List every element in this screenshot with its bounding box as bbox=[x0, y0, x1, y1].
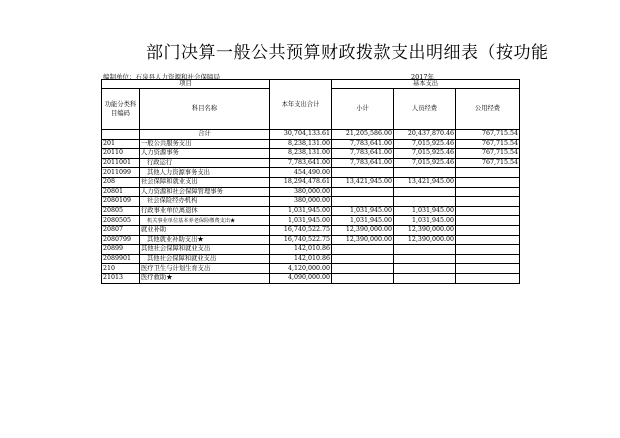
cell-total: 18,294,478.61 bbox=[270, 177, 332, 187]
cell-public bbox=[456, 264, 520, 274]
cell-subtotal: 1,031,945.00 bbox=[332, 206, 394, 216]
cell-name: 医疗救助★ bbox=[140, 273, 270, 283]
cell-total: 1,031,945.00 bbox=[270, 216, 332, 226]
cell-subtotal bbox=[332, 168, 394, 178]
cell-name: 就业补助 bbox=[140, 225, 270, 235]
header-code: 功能分类科目编码 bbox=[102, 89, 140, 130]
header-subtotal: 小计 bbox=[332, 89, 394, 130]
expenditure-table bbox=[101, 79, 520, 284]
cell-total: 142,010.86 bbox=[270, 245, 332, 255]
table-row bbox=[102, 168, 520, 178]
table-row bbox=[102, 216, 520, 226]
table-row bbox=[102, 245, 520, 255]
cell-name: 一般公共服务支出 bbox=[140, 139, 270, 149]
year-label: 2017年 bbox=[411, 73, 435, 81]
cell-code: 20899 bbox=[102, 245, 140, 255]
cell-code: 20110 bbox=[102, 149, 140, 159]
table-row bbox=[102, 225, 520, 235]
table-row bbox=[102, 273, 520, 283]
cell-total: 7,783,641.00 bbox=[270, 158, 332, 168]
cell-subtotal: 21,205,586.00 bbox=[332, 130, 394, 140]
table-row bbox=[102, 206, 520, 216]
cell-name: 合计 bbox=[140, 130, 270, 140]
table-row bbox=[102, 187, 520, 197]
cell-total: 4,090,000.00 bbox=[270, 273, 332, 283]
cell-public: 767,715.54 bbox=[456, 139, 520, 149]
cell-subtotal: 7,783,641.00 bbox=[332, 158, 394, 168]
cell-personnel: 12,390,000.00 bbox=[394, 235, 456, 245]
cell-total: 8,238,131.00 bbox=[270, 149, 332, 159]
cell-code bbox=[102, 130, 140, 140]
cell-code: 2080505 bbox=[102, 216, 140, 226]
cell-public bbox=[456, 235, 520, 245]
cell-name: 其他社会保障和就业支出 bbox=[140, 254, 270, 264]
cell-subtotal bbox=[332, 254, 394, 264]
header-public: 公用经费 bbox=[456, 89, 520, 130]
cell-code: 210 bbox=[102, 264, 140, 274]
cell-name: 行政事业单位离退休 bbox=[140, 206, 270, 216]
cell-total: 380,000.00 bbox=[270, 187, 332, 197]
cell-public bbox=[456, 197, 520, 207]
cell-name: 其他社会保障和就业支出 bbox=[140, 245, 270, 255]
cell-subtotal bbox=[332, 197, 394, 207]
cell-total: 380,000.00 bbox=[270, 197, 332, 207]
table-row bbox=[102, 158, 520, 168]
cell-name: 社会保障和就业支出 bbox=[140, 177, 270, 187]
cell-name: 社会保险经办机构 bbox=[140, 197, 270, 207]
cell-public bbox=[456, 206, 520, 216]
cell-personnel bbox=[394, 254, 456, 264]
cell-personnel: 7,015,925.46 bbox=[394, 149, 456, 159]
table-row bbox=[102, 254, 520, 264]
cell-personnel bbox=[394, 187, 456, 197]
table-row bbox=[102, 149, 520, 159]
cell-name: 医疗卫生与计划生育支出 bbox=[140, 264, 270, 274]
cell-personnel: 7,015,925.46 bbox=[394, 158, 456, 168]
cell-code: 208 bbox=[102, 177, 140, 187]
cell-subtotal bbox=[332, 264, 394, 274]
cell-total: 454,490.00 bbox=[270, 168, 332, 178]
header-personnel: 人员经费 bbox=[394, 89, 456, 130]
cell-code: 2080799 bbox=[102, 235, 140, 245]
cell-name: 人力资源和社会保障管理事务 bbox=[140, 187, 270, 197]
cell-public bbox=[456, 216, 520, 226]
table-row bbox=[102, 139, 520, 149]
cell-code: 2011099 bbox=[102, 168, 140, 178]
table-row bbox=[102, 197, 520, 207]
cell-subtotal bbox=[332, 245, 394, 255]
cell-personnel bbox=[394, 168, 456, 178]
cell-personnel: 13,421,945.00 bbox=[394, 177, 456, 187]
cell-subtotal: 13,421,945.00 bbox=[332, 177, 394, 187]
cell-total: 1,031,945.00 bbox=[270, 206, 332, 216]
cell-public bbox=[456, 177, 520, 187]
cell-name: 其他就业补助支出★ bbox=[140, 235, 270, 245]
cell-subtotal: 7,783,641.00 bbox=[332, 149, 394, 159]
cell-public bbox=[456, 254, 520, 264]
cell-personnel bbox=[394, 264, 456, 274]
cell-public: 767,715.54 bbox=[456, 130, 520, 140]
cell-code: 21013 bbox=[102, 273, 140, 283]
cell-public bbox=[456, 168, 520, 178]
header-total: 本年支出合计 bbox=[270, 80, 332, 130]
header-name: 科目名称 bbox=[140, 89, 270, 130]
table-row bbox=[102, 130, 520, 140]
table-row bbox=[102, 264, 520, 274]
cell-code: 2089901 bbox=[102, 254, 140, 264]
page-title: 部门决算一般公共预算财政拨款支出明细表（按功能 bbox=[146, 43, 549, 63]
cell-personnel: 12,390,000.00 bbox=[394, 225, 456, 235]
cell-public: 767,715.54 bbox=[456, 149, 520, 159]
cell-personnel: 7,015,925.46 bbox=[394, 139, 456, 149]
cell-code: 2011001 bbox=[102, 158, 140, 168]
cell-personnel: 20,437,870.46 bbox=[394, 130, 456, 140]
cell-total: 30,704,133.61 bbox=[270, 130, 332, 140]
cell-subtotal bbox=[332, 273, 394, 283]
cell-total: 16,740,522.75 bbox=[270, 225, 332, 235]
table-row bbox=[102, 235, 520, 245]
cell-code: 201 bbox=[102, 139, 140, 149]
cell-name: 其他人力资源事务支出 bbox=[140, 168, 270, 178]
header-row-1 bbox=[102, 80, 520, 89]
cell-public bbox=[456, 245, 520, 255]
cell-personnel bbox=[394, 245, 456, 255]
header-project: 项目 bbox=[102, 80, 270, 89]
unit-label: 编制单位：石泉县人力资源和社会保障局 bbox=[103, 73, 220, 81]
cell-public bbox=[456, 273, 520, 283]
table-row bbox=[102, 177, 520, 187]
cell-total: 142,010.86 bbox=[270, 254, 332, 264]
cell-personnel bbox=[394, 273, 456, 283]
cell-total: 4,120,000.00 bbox=[270, 264, 332, 274]
cell-subtotal: 12,390,000.00 bbox=[332, 235, 394, 245]
cell-total: 8,238,131.00 bbox=[270, 139, 332, 149]
cell-personnel: 1,031,945.00 bbox=[394, 216, 456, 226]
cell-personnel bbox=[394, 197, 456, 207]
cell-name: 机关事业单位基本养老保险缴费支出★ bbox=[140, 216, 270, 226]
cell-public bbox=[456, 225, 520, 235]
cell-name: 行政运行 bbox=[140, 158, 270, 168]
cell-code: 20801 bbox=[102, 187, 140, 197]
cell-subtotal bbox=[332, 187, 394, 197]
cell-public bbox=[456, 187, 520, 197]
cell-subtotal: 1,031,945.00 bbox=[332, 216, 394, 226]
cell-public: 767,715.54 bbox=[456, 158, 520, 168]
cell-subtotal: 12,390,000.00 bbox=[332, 225, 394, 235]
cell-code: 20807 bbox=[102, 225, 140, 235]
header-basic: 基本支出 bbox=[332, 80, 520, 89]
cell-personnel: 1,031,945.00 bbox=[394, 206, 456, 216]
cell-code: 20805 bbox=[102, 206, 140, 216]
cell-code: 2080109 bbox=[102, 197, 140, 207]
cell-total: 16,740,522.75 bbox=[270, 235, 332, 245]
cell-subtotal: 7,783,641.00 bbox=[332, 139, 394, 149]
cell-name: 人力资源事务 bbox=[140, 149, 270, 159]
